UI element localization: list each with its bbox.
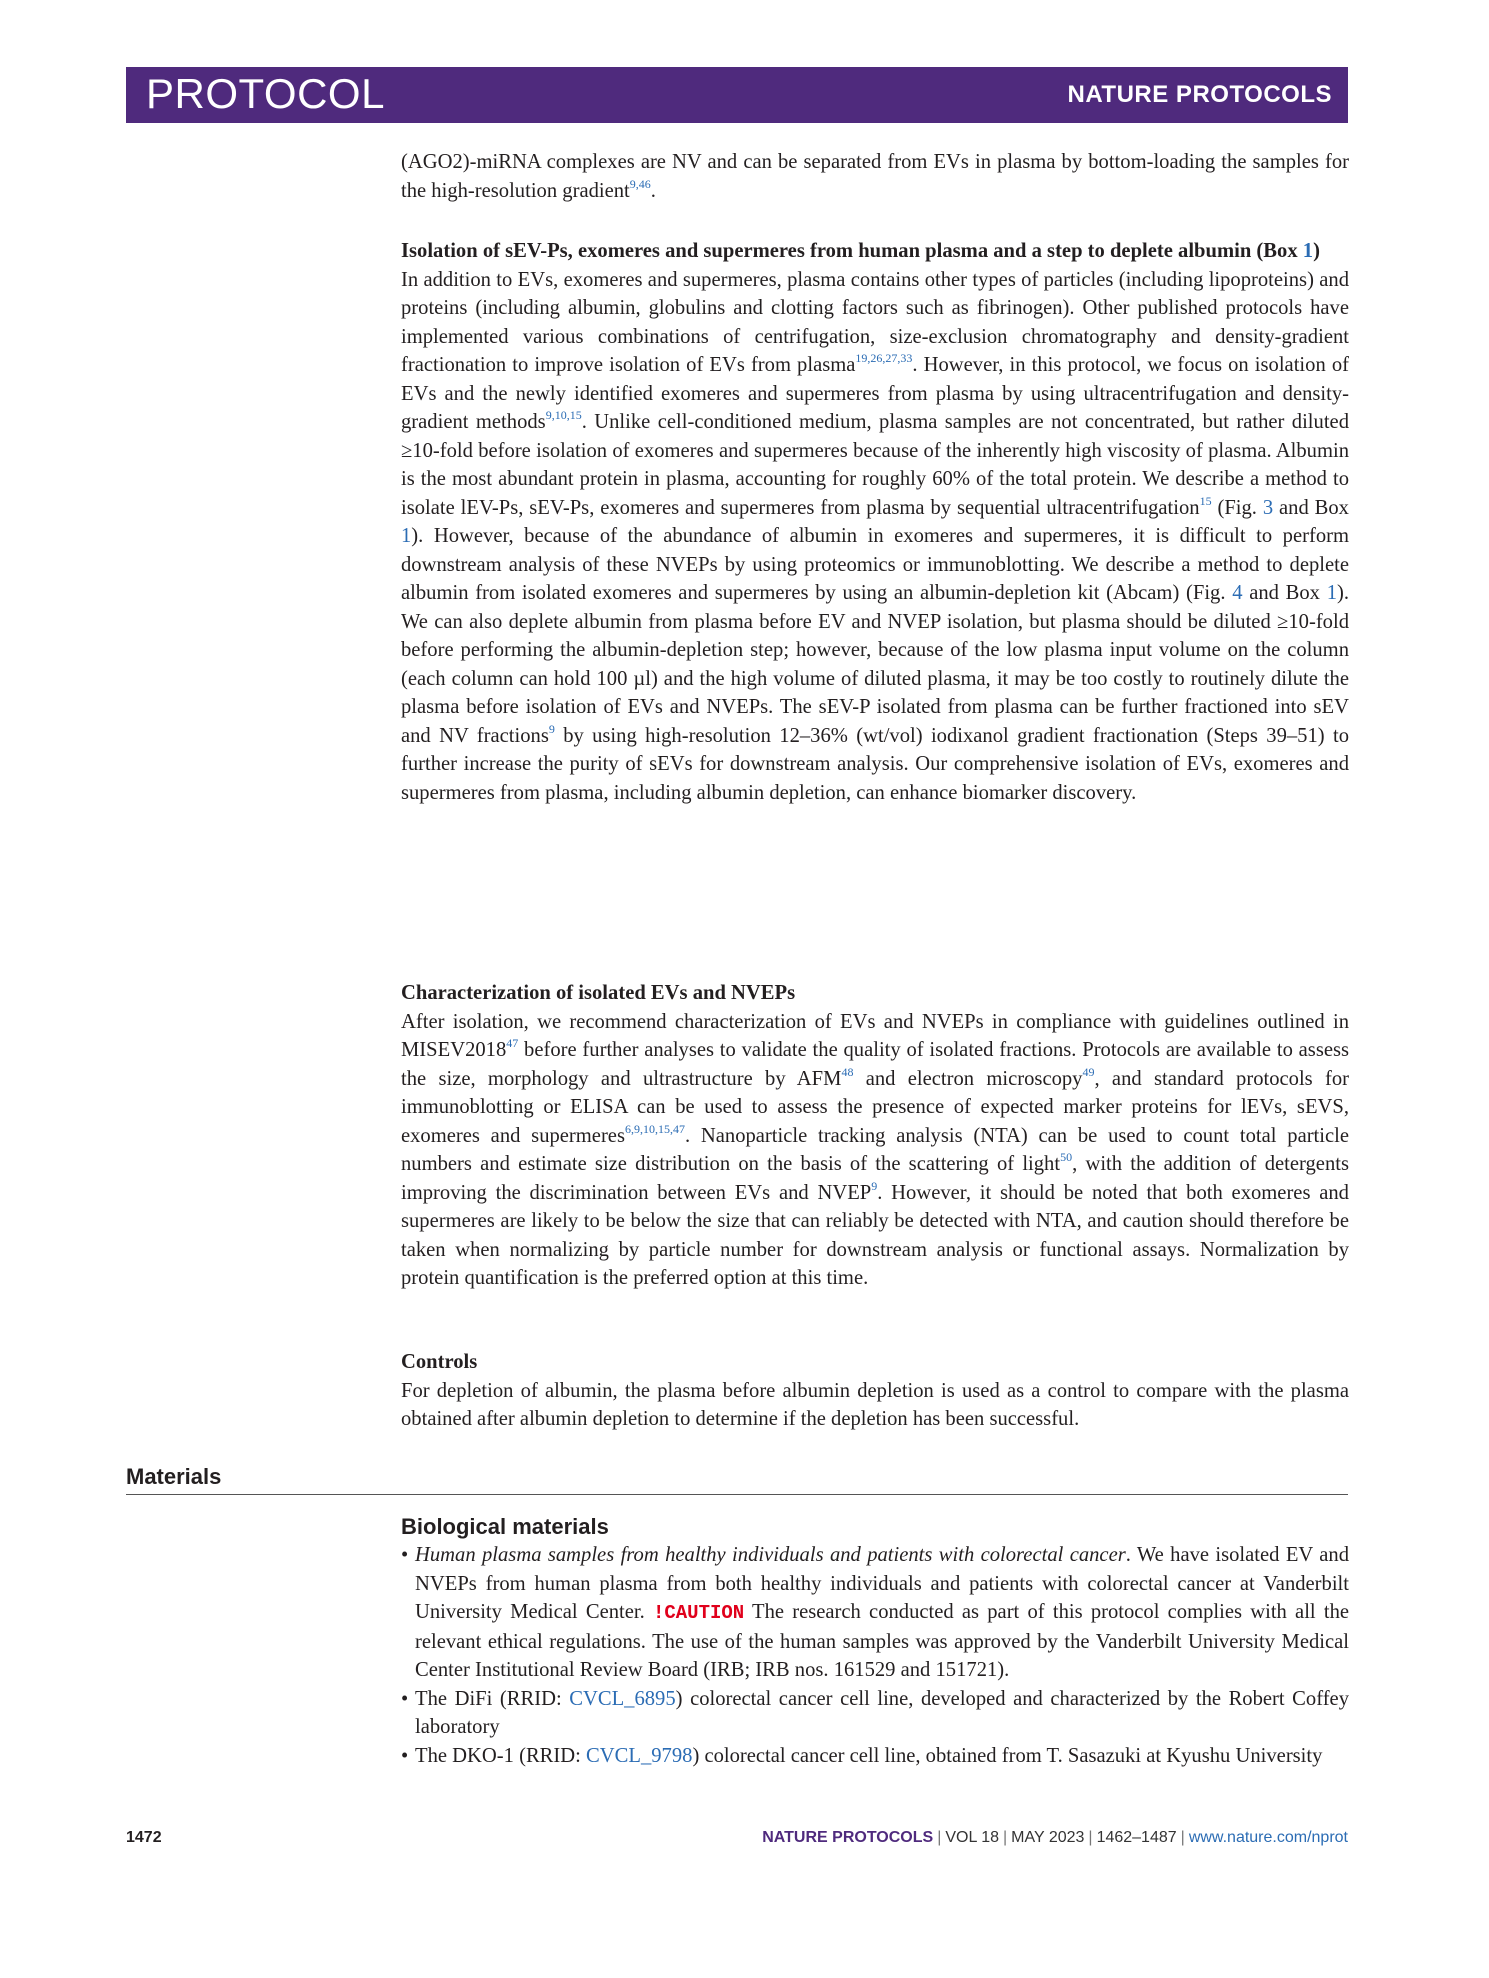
citation[interactable]: 19,26,27,33	[855, 351, 913, 365]
citation[interactable]: 9,46	[629, 176, 651, 191]
citation[interactable]: 15	[1199, 493, 1212, 508]
figure-link[interactable]: 3	[1262, 496, 1274, 519]
list-item: • The DKO-1 (RRID: CVCL_9798) colorectal cancer cell line, obtained from T. Sasazuki at Kyushu University	[401, 1742, 1349, 1771]
bullet: •	[401, 1744, 409, 1767]
materials-list	[401, 1541, 1349, 1770]
citation[interactable]: 9	[548, 721, 555, 736]
box-link[interactable]: 1	[401, 525, 412, 547]
header-bar	[126, 67, 1348, 123]
section-controls	[401, 1348, 1349, 1434]
box-link[interactable]: 1	[1326, 582, 1337, 604]
list-item: • The DiFi (RRID: CVCL_6895) colorectal cancer cell line, developed and characterized by the Robert Coffey laboratory	[401, 1685, 1349, 1742]
box-link[interactable]: 1	[1302, 240, 1314, 262]
materials-heading: Materials	[126, 1464, 222, 1489]
section-heading: Isolation of sEV-Ps, exomeres and supermeres from human plasma and a step to deplete albumin (Box 1)	[401, 240, 1320, 262]
page-number: 1472	[126, 1829, 162, 1846]
caution-label: !CAUTION	[652, 1602, 745, 1624]
intro-paragraph: (AGO2)-miRNA complexes are NV and can be separated from EVs in plasma by bottom-loading the samples for the high-resolution gradient$^{9,46}$.	[401, 151, 1349, 202]
section-plasma-isolation	[401, 237, 1349, 807]
citation[interactable]: 49	[1082, 1064, 1095, 1079]
section-characterization	[401, 979, 1349, 1293]
journal-name: NATURE PROTOCOLS	[1067, 81, 1332, 108]
subsection-heading: Biological materials	[401, 1514, 609, 1539]
citation[interactable]: 47	[506, 1036, 519, 1050]
figure-link[interactable]: 4	[1232, 582, 1243, 604]
rrid-link[interactable]: CVCL_6895	[569, 1687, 676, 1710]
list-item: • Human plasma samples from healthy individuals and patients with colorectal cancer. We have isolated EV and NVEPs from human plasma from both healthy individuals and patients with colorectal cancer at Vanderbilt University Medical Center. !CAUTION The research conducted as part of this protocol complies with all the relevant ethical regulations. The use of the human samples was approved by the Vanderbilt University Medical Center Institutional Review Board (IRB; IRB nos. 161529 and 151721).	[401, 1541, 1349, 1685]
section-label: PROTOCOL	[146, 70, 385, 117]
footer-citation: NATURE PROTOCOLS | VOL 18 | MAY 2023 | 1462–1487 | www.nature.com/nprot	[762, 1829, 1348, 1846]
body-paragraph: For depletion of albumin, the plasma before albumin depletion is used as a control to compare with the plasma obtained after albumin depletion to determine if the depletion has been successful.	[401, 1379, 1349, 1430]
rrid-link[interactable]: CVCL_9798	[586, 1744, 693, 1767]
journal-url-link[interactable]: www.nature.com/nprot	[1188, 1829, 1348, 1846]
citation[interactable]: 50	[1060, 1150, 1073, 1164]
section-heading: Controls	[401, 1351, 478, 1373]
citation[interactable]: 9	[871, 1178, 878, 1193]
section-heading: Characterization of isolated EVs and NVEPs	[401, 982, 796, 1004]
citation[interactable]: 6,9,10,15,47	[624, 1121, 685, 1136]
bullet: •	[401, 1544, 409, 1566]
bullet: •	[401, 1687, 409, 1710]
divider	[126, 1494, 1348, 1495]
citation[interactable]: 48	[841, 1064, 854, 1079]
body-paragraph: In addition to EVs, exomeres and supermeres, plasma contains other types of particles (including lipoproteins) and proteins (including albumin, globulins and clotting factors such as fibrinogen). Other published protocols have implemented various combinations of centrifugation, size-exclusion chromatography and density-gradient fractionation to improve isolation of EVs from plasma$^{19,26,27,33}$. However, in this protocol, we focus on isolation of EVs and the newly identified exomeres and supermeres from plasma by using ultracentrifugation and density-gradient methods$^{9,10,15}$. Unlike cell-conditioned medium, plasma samples are not concentrated, but rather diluted ≥10-fold before isolation of exomeres and supermeres because of the inherently high viscosity of plasma. Albumin is the most abundant protein in plasma, accounting for roughly 60% of the total protein. We describe a method to isolate lEV-Ps, sEV-Ps, exomeres and supermeres from plasma by sequential ultracentrifugation$^{15}$ (Fig. 3 and Box 1). However, because of the abundance of albumin in exomeres and supermeres, it is difficult to perform downstream analysis of these NVEPs by using proteomics or immunoblotting. We describe a method to deplete albumin from isolated exomeres and supermeres by using an albumin-depletion kit (Abcam) (Fig. 4 and Box 1). We can also deplete albumin from plasma before EV and NVEP isolation, but plasma should be diluted ≥10-fold before performing the albumin-depletion step; however, because of the low plasma input volume on the column (each column can hold 100 µl) and the high volume of diluted plasma, it may be too costly to routinely dilute the plasma before isolation of EVs and NVEPs. The sEV-P isolated from plasma can be further fractioned into sEV and NV fractions$^9$ by using high-resolution 12–36% (wt/vol) iodixanol gradient fractionation (Steps 39–51) to further increase the purity of sEVs for downstream analysis. Our comprehensive isolation of EVs, exomeres and supermeres from plasma, including albumin depletion, can enhance biomarker discovery.	[401, 268, 1349, 804]
citation[interactable]: 9,10,15	[545, 408, 582, 422]
body-paragraph: After isolation, we recommend characterization of EVs and NVEPs in compliance with guidelines outlined in MISEV2018$^{47}$ before further analyses to validate the quality of isolated fractions. Protocols are available to assess the size, morphology and ultrastructure by AFM$^{48}$ and electron microscopy$^{49}$, and standard protocols for immunoblotting or ELISA can be used to assess the presence of expected marker proteins for lEVs, sEVS, exomeres and supermeres$^{6,9,10,15,47}$. Nanoparticle tracking analysis (NTA) can be used to count total particle numbers and estimate size distribution on the basis of the scattering of light$^{50}$, with the addition of detergents improving the discrimination between EVs and NVEP$^9$. However, it should be noted that both exomeres and supermeres are likely to be below the size that can reliably be detected with NTA, and caution should therefore be taken when normalizing by particle number for downstream analysis or functional assays. Normalization by protein quantification is the preferred option at this time.	[401, 1010, 1350, 1289]
